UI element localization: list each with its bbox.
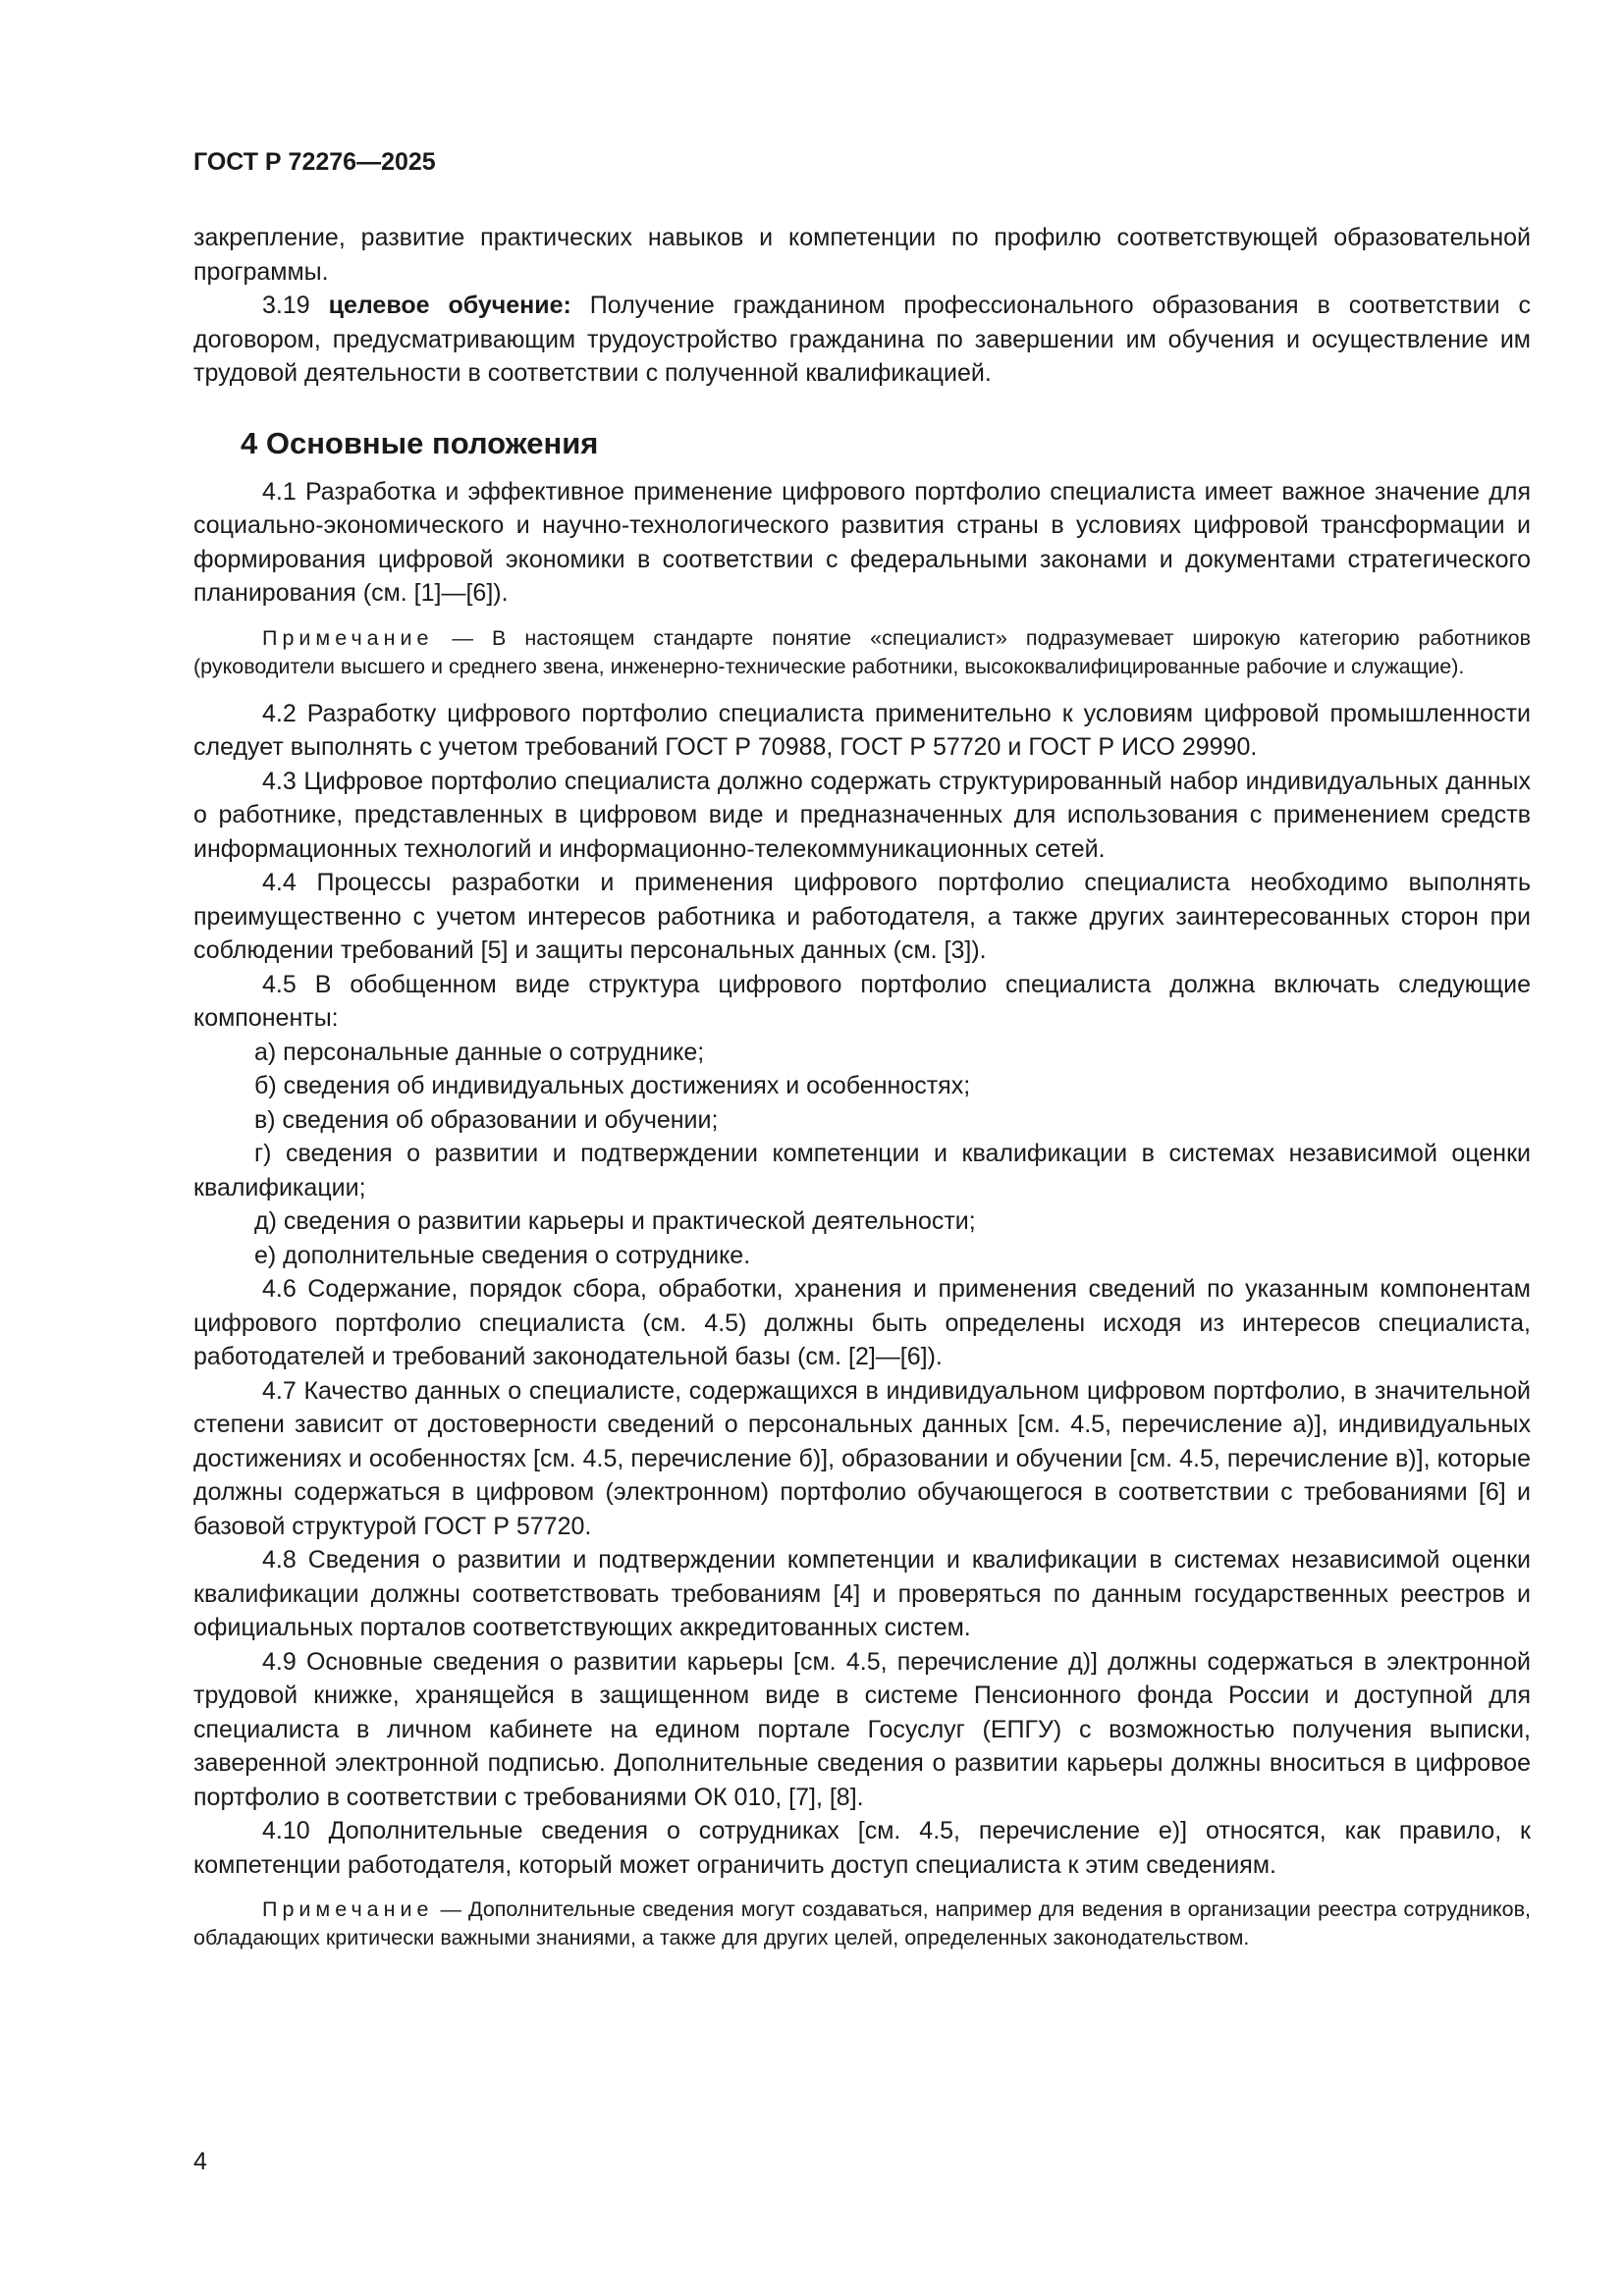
section-heading: 4 Основные положения	[241, 425, 599, 460]
paragraph-4-9: 4.9 Основные сведения о развитии карьеры [см. 4.5, перечисление д)] должны содержаться в электронной трудовой книжке, хранящейся в защищенном виде в системе Пенсионного фонда России и доступной для специалиста в личном кабинете на едином портале Госуслуг (ЕПГУ) с возможностью получения выписки, заверенной электронной подписью. Дополнительные сведения о развитии карьеры должны вноситься в цифровое портфолио в соответствии с требованиями ОК 010, [7], [8].	[193, 1647, 1531, 1811]
definition-term: целевое обучение:	[328, 292, 571, 319]
list-item: е) дополнительные сведения о сотруднике.	[254, 1241, 751, 1269]
paragraph-4-3: 4.3 Цифровое портфолио специалиста должно содержать структурированный набор индивидуальных данных о работнике, представленных в цифровом виде и предназначенных для использования с применением средств информационных технологий и информационно-телекоммуникационных сетей.	[193, 767, 1531, 863]
document-body	[193, 221, 1531, 1968]
note-label: Примечание	[262, 625, 434, 650]
paragraph-4-6: 4.6 Содержание, порядок сбора, обработки, хранения и применения сведений по указанным компонентам цифрового портфолио специалиста (см. 4.5) должны быть определены исходя из интересов специалиста, работодателей и требований законодательной базы (см. [2]—[6]).	[193, 1275, 1531, 1370]
list-item: б) сведения об индивидуальных достижениях и особенностях;	[254, 1072, 971, 1099]
paragraph-4-1: 4.1 Разработка и эффективное применение цифрового портфолио специалиста имеет важное значение для социально-экономического и научно-технологического развития страны в условиях цифровой трансформации и формирования цифровой экономики в соответствии с федеральными законами и документами стратегического планирования (см. [1]—[6]).	[193, 477, 1531, 607]
paragraph-4-5: 4.5 В обобщенном виде структура цифрового портфолио специалиста должна включать следующие компоненты:	[193, 970, 1531, 1032]
definition-text: Получение гражданином профессионального образования в соответствии с договором, предусматривающим трудоустройство гражданина по завершении им обучения и осуществление им трудовой деятельности в соответствии с полученной квалификацией.	[193, 292, 1531, 387]
list-item: д) сведения о развитии карьеры и практической деятельности;	[254, 1207, 976, 1235]
note-1	[193, 624, 1531, 681]
paragraph-4-10: 4.10 Дополнительные сведения о сотрудниках [см. 4.5, перечисление е)] относятся, как правило, к компетенции работодателя, который может ограничить доступ специалиста к этим сведениям.	[193, 1817, 1531, 1879]
list-item: г) сведения о развитии и подтверждении компетенции и квалификации в системах независимой оценки квалификации;	[193, 1140, 1531, 1201]
page-number: 4	[193, 2148, 207, 2175]
note-text: — Дополнительные сведения могут создаваться, например для ведения в организации реестра сотрудников, обладающих критически важными знаниями, а также для других целей, определенных законодательством.	[193, 1897, 1531, 1949]
list-item: а) персональные данные о сотруднике;	[254, 1038, 705, 1066]
definition-3-19	[193, 289, 1531, 391]
definition-number: 3.19	[262, 292, 310, 319]
note-label: Примечание	[262, 1897, 434, 1921]
note-text: — В настоящем стандарте понятие «специалист» подразумевает широкую категорию работников (руководители высшего и среднего звена, инженерно-технические работники, высококвалифицированные рабочие и служащие).	[193, 625, 1531, 678]
paragraph-continuation: закрепление, развитие практических навыков и компетенции по профилю соответствующей образовательной программы.	[193, 224, 1531, 286]
list-item: в) сведения об образовании и обучении;	[254, 1105, 719, 1134]
document-header: ГОСТ Р 72276—2025	[193, 148, 436, 176]
paragraph-4-7: 4.7 Качество данных о специалисте, содержащихся в индивидуальном цифровом портфолио, в значительной степени зависит от достоверности сведений о персональных данных [см. 4.5, перечисление а)], индивидуальных достижениях и особенностях [см. 4.5, перечисление б)], образовании и обучении [см. 4.5, перечисление в)], которые должны содержаться в цифровом (электронном) портфолио обучающегося в соответствии с требованиями [6] и базовой структурой ГОСТ Р 57720.	[193, 1376, 1531, 1540]
paragraph-4-2: 4.2 Разработку цифрового портфолио специалиста применительно к условиям цифровой промышленности следует выполнять с учетом требований ГОСТ Р 70988, ГОСТ Р 57720 и ГОСТ Р ИСО 29990.	[193, 699, 1531, 761]
paragraph-4-4: 4.4 Процессы разработки и применения цифрового портфолио специалиста необходимо выполнять преимущественно с учетом интересов работника и работодателя, а также других заинтересованных сторон при соблюдении требований [5] и защиты персональных данных (см. [3]).	[193, 869, 1531, 964]
paragraph-4-8: 4.8 Сведения о развитии и подтверждении компетенции и квалификации в системах независимой оценки квалификации должны соответствовать требованиям [4] и проверяться по данным государственных реестров и официальных порталов соответствующих аккредитованных систем.	[193, 1546, 1531, 1641]
note-2	[193, 1896, 1531, 1952]
